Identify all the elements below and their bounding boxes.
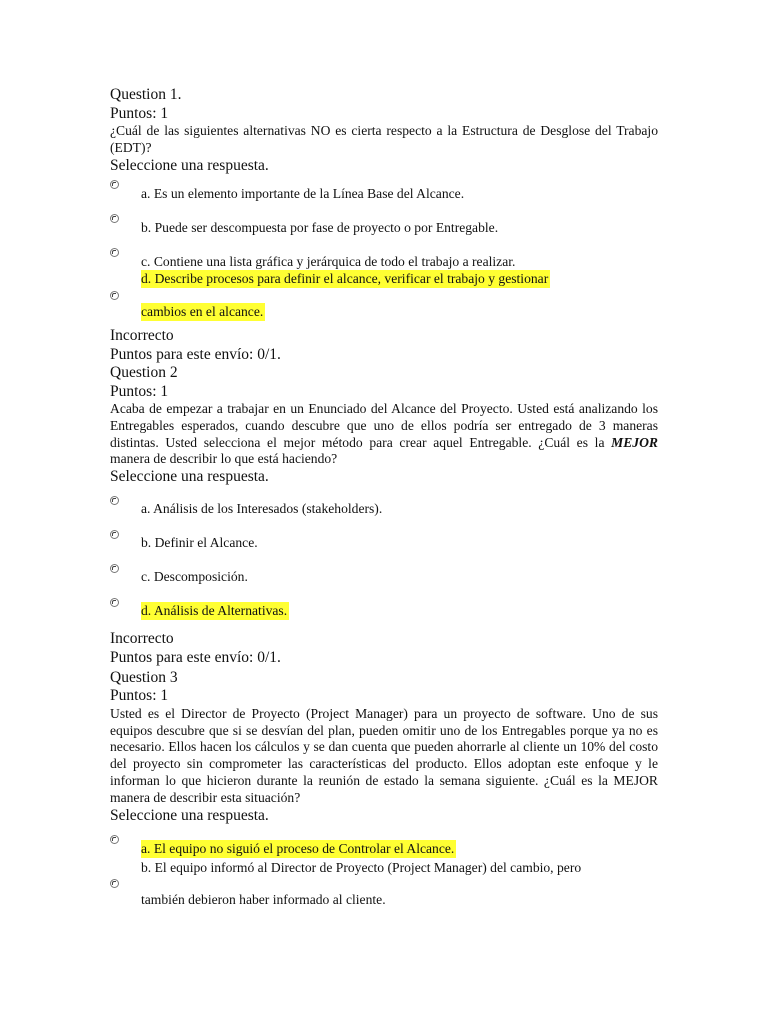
- option-text: c. Contiene una lista gráfica y jerárquica de todo el trabajo a realizar.: [141, 254, 516, 270]
- option-b[interactable]: [110, 859, 658, 911]
- answer-prompt: Seleccione una respuesta.: [110, 156, 269, 174]
- option-text: a. El equipo no siguió el proceso de Controlar el Alcance.: [141, 841, 455, 857]
- question-text: ¿Cuál de las siguientes alternativas NO es cierta respecto a la Estructura de Desglose del Trabajo (EDT)?: [110, 123, 658, 155]
- result-label: Incorrecto: [110, 327, 174, 345]
- option-a[interactable]: [110, 175, 658, 209]
- option-text: d. Análisis de Alternativas.: [141, 602, 288, 618]
- answer-options: [110, 487, 658, 635]
- quiz-page: [110, 86, 658, 908]
- score-label: Puntos para este envío: 0/1.: [110, 345, 281, 363]
- radio-button[interactable]: [110, 835, 119, 844]
- radio-button[interactable]: [110, 598, 119, 607]
- radio-button[interactable]: [110, 214, 119, 223]
- option-b[interactable]: [110, 209, 658, 243]
- question-points: Puntos: 1: [110, 687, 169, 705]
- radio-button[interactable]: [110, 530, 119, 539]
- option-a[interactable]: [110, 825, 658, 859]
- answer-prompt: Seleccione una respuesta.: [110, 468, 269, 486]
- question-title: Question 3: [110, 668, 178, 686]
- question-title: Question 1.: [110, 86, 182, 103]
- option-a[interactable]: [110, 487, 658, 521]
- radio-button[interactable]: [110, 564, 119, 573]
- option-text-line-2: cambios en el alcance.: [141, 304, 264, 320]
- option-text-line-1: d. Describe procesos para definir el alcance, verificar el trabajo y gestionar: [141, 271, 549, 287]
- radio-button[interactable]: [110, 496, 119, 505]
- option-d[interactable]: [110, 589, 658, 623]
- option-text: a. Es un elemento importante de la Línea Base del Alcance.: [141, 186, 465, 202]
- option-text: c. Descomposición.: [141, 568, 248, 584]
- question-text-end: manera de describir lo que está haciendo?: [110, 451, 338, 467]
- result-label: Incorrecto: [110, 629, 174, 647]
- question-3: [110, 668, 658, 908]
- option-b[interactable]: [110, 521, 658, 555]
- option-text-line-2: también debieron haber informado al cliente.: [141, 892, 386, 908]
- question-1: [110, 86, 658, 364]
- question-text: Usted es el Director de Proyecto (Project Manager) para un proyecto de software. Uno de sus equipos descubre que si se desvían del plan, pueden omitir uno de los Entregables porque ya no es necesario. Ellos hacen los cálculos y se dan cuenta que pueden ahorrarle al cliente un 10% del costo del proyecto sin comprometer las características del producto. Ellos adoptan este enfoque y le informan lo que hicieron durante la reunión de estado la semana siguiente. ¿Cuál es la MEJOR manera de describir esta situación?: [110, 705, 658, 805]
- radio-button[interactable]: [110, 248, 119, 257]
- radio-button[interactable]: [110, 180, 119, 189]
- answer-options: [110, 175, 658, 329]
- option-text: b. Definir el Alcance.: [141, 534, 258, 550]
- score-label: Puntos para este envío: 0/1.: [110, 649, 281, 667]
- option-text: b. Puede ser descompuesta por fase de proyecto o por Entregable.: [141, 220, 499, 236]
- question-title: Question 2: [110, 364, 178, 382]
- radio-button[interactable]: [110, 879, 119, 888]
- question-text-start: Acaba de empezar a trabajar en un Enunciado del Alcance del Proyecto. Usted está analizando los Entregables esperados, cuando descubre que uno de ellos podría ser entregado de 3 maneras distintas. Usted selecciona el mejor método para crear aquel Entregable. ¿Cuál es la: [110, 401, 658, 450]
- question-2: [110, 364, 658, 668]
- question-text-emphasis: MEJOR: [611, 434, 658, 450]
- option-text-line-1: b. El equipo informó al Director de Proyecto (Project Manager) del cambio, pero: [141, 860, 582, 876]
- question-text: [110, 401, 658, 468]
- radio-button[interactable]: [110, 291, 119, 300]
- option-c[interactable]: [110, 555, 658, 589]
- answer-options: [110, 825, 658, 908]
- option-text: a. Análisis de los Interesados (stakeholders).: [141, 500, 383, 516]
- question-points: Puntos: 1: [110, 104, 169, 122]
- answer-prompt: Seleccione una respuesta.: [110, 806, 269, 824]
- question-points: Puntos: 1: [110, 382, 169, 400]
- option-d[interactable]: [110, 271, 658, 329]
